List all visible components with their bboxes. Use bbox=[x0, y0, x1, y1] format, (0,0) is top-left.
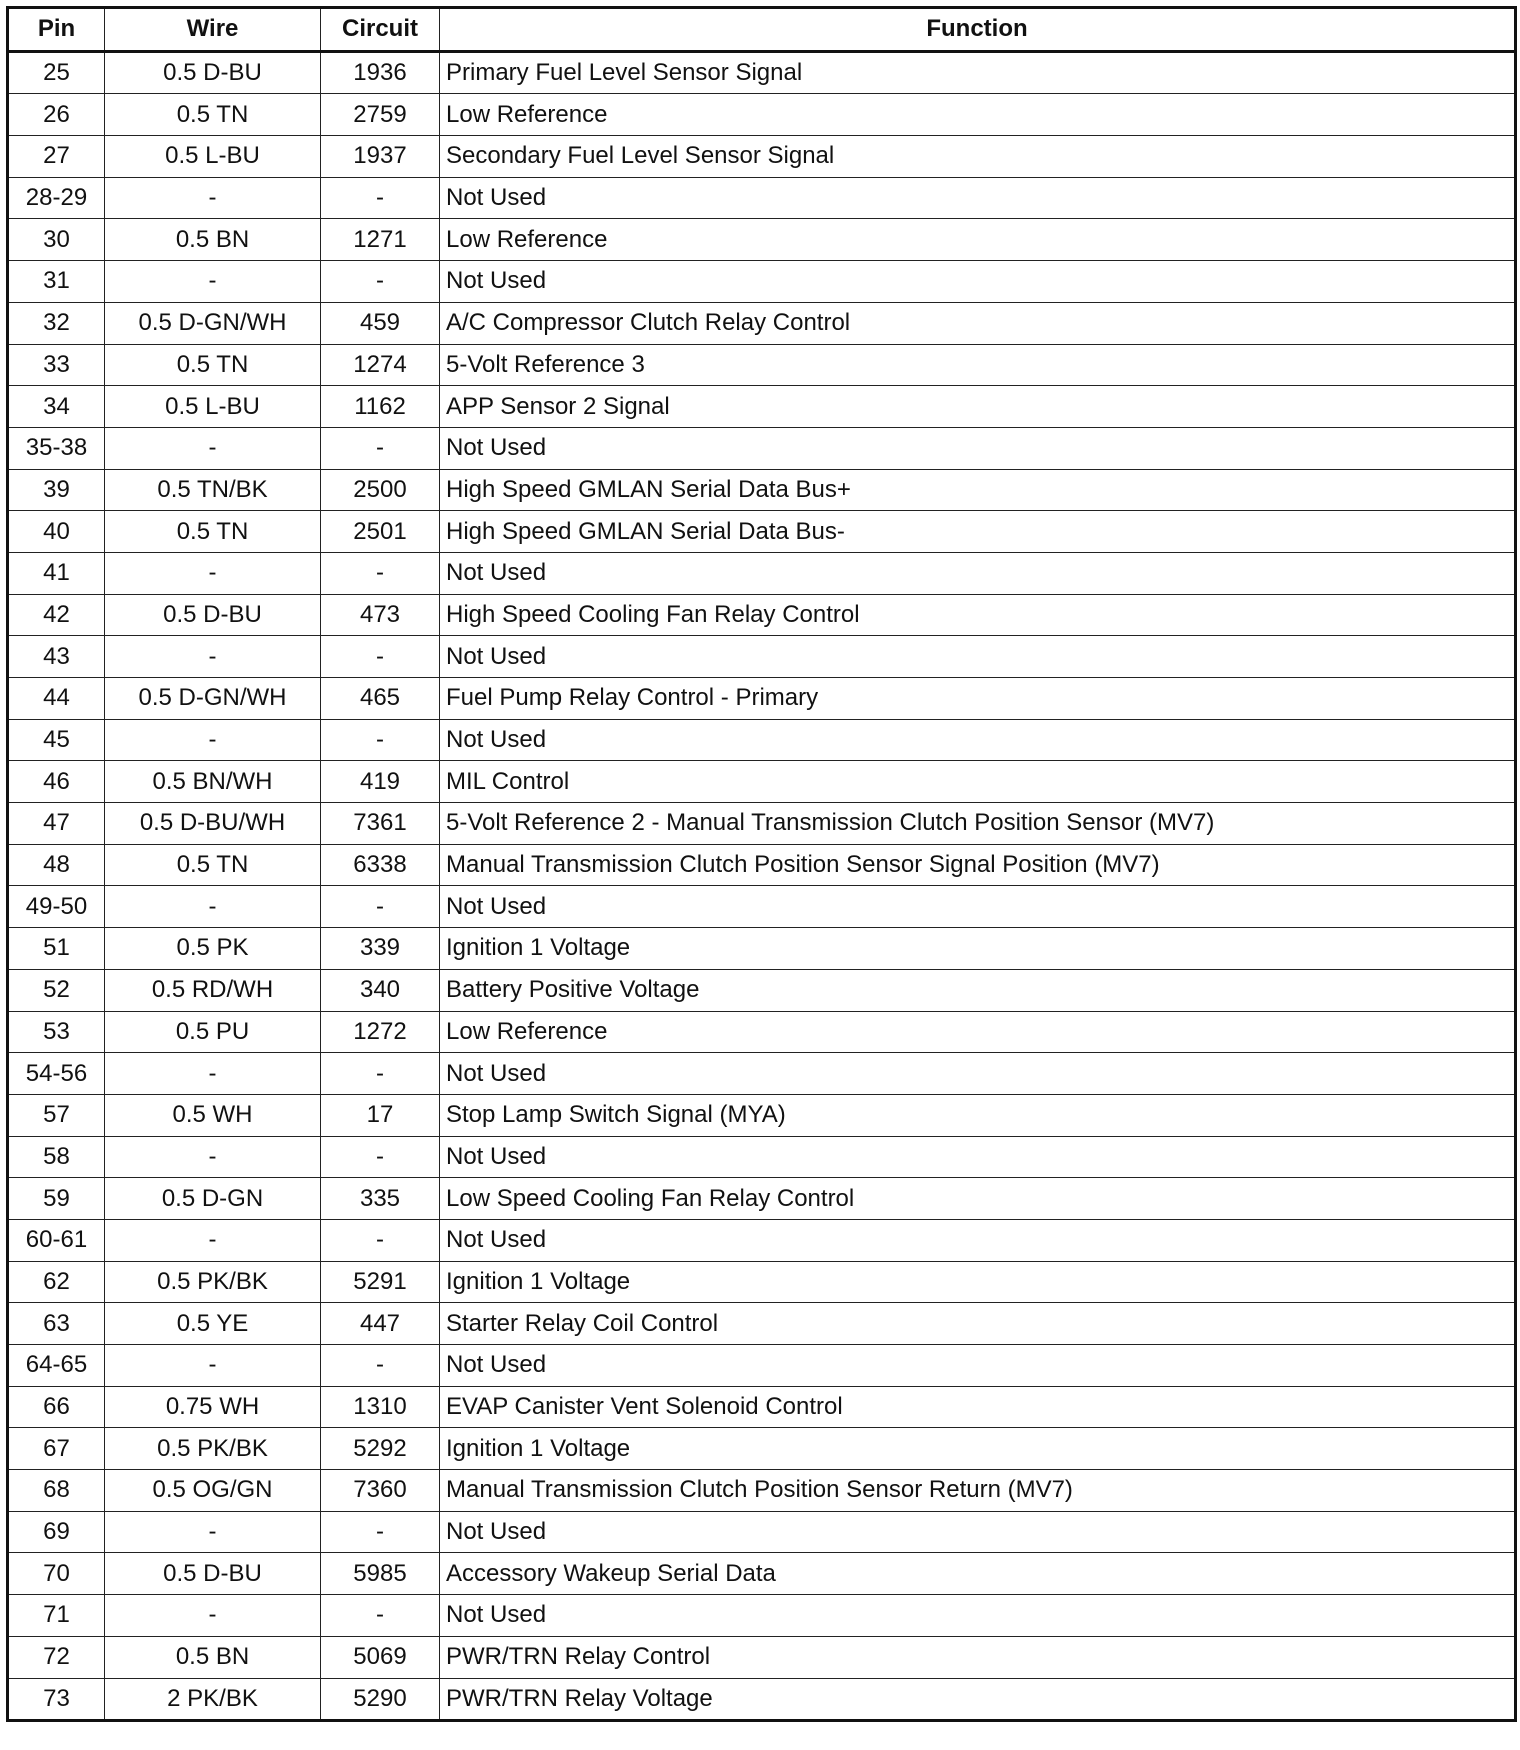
cell-function: Starter Relay Coil Control bbox=[440, 1303, 1516, 1345]
cell-wire: 0.5 YE bbox=[105, 1303, 321, 1345]
cell-circuit: 335 bbox=[321, 1178, 440, 1220]
cell-function: Not Used bbox=[440, 1595, 1516, 1637]
table-row bbox=[8, 1428, 1516, 1470]
cell-wire: 0.5 D-BU bbox=[105, 1553, 321, 1595]
cell-circuit: 1274 bbox=[321, 344, 440, 386]
cell-wire: - bbox=[105, 1053, 321, 1095]
cell-circuit: 1272 bbox=[321, 1011, 440, 1053]
cell-function: Low Reference bbox=[440, 94, 1516, 136]
cell-function: Stop Lamp Switch Signal (MYA) bbox=[440, 1094, 1516, 1136]
table-row bbox=[8, 1136, 1516, 1178]
table-row bbox=[8, 511, 1516, 553]
cell-wire: - bbox=[105, 1136, 321, 1178]
cell-circuit: - bbox=[321, 427, 440, 469]
cell-circuit: 1162 bbox=[321, 386, 440, 428]
cell-function: APP Sensor 2 Signal bbox=[440, 386, 1516, 428]
table-row bbox=[8, 1678, 1516, 1721]
cell-pin: 71 bbox=[8, 1595, 105, 1637]
cell-wire: 0.5 D-BU bbox=[105, 51, 321, 94]
cell-pin: 62 bbox=[8, 1261, 105, 1303]
cell-wire: - bbox=[105, 1345, 321, 1387]
table-row bbox=[8, 552, 1516, 594]
cell-wire: 0.5 PU bbox=[105, 1011, 321, 1053]
cell-function: Secondary Fuel Level Sensor Signal bbox=[440, 136, 1516, 178]
cell-pin: 66 bbox=[8, 1386, 105, 1428]
table-row bbox=[8, 761, 1516, 803]
cell-wire: 0.5 BN/WH bbox=[105, 761, 321, 803]
cell-pin: 32 bbox=[8, 302, 105, 344]
cell-circuit: 339 bbox=[321, 928, 440, 970]
cell-pin: 70 bbox=[8, 1553, 105, 1595]
table-row bbox=[8, 261, 1516, 303]
cell-circuit: - bbox=[321, 1511, 440, 1553]
cell-circuit: 6338 bbox=[321, 844, 440, 886]
cell-pin: 42 bbox=[8, 594, 105, 636]
cell-pin: 25 bbox=[8, 51, 105, 94]
cell-function: Not Used bbox=[440, 1345, 1516, 1387]
cell-wire: - bbox=[105, 719, 321, 761]
table-row bbox=[8, 136, 1516, 178]
cell-circuit: - bbox=[321, 1595, 440, 1637]
cell-pin: 47 bbox=[8, 803, 105, 845]
table-row bbox=[8, 1386, 1516, 1428]
cell-circuit: - bbox=[321, 552, 440, 594]
cell-function: Accessory Wakeup Serial Data bbox=[440, 1553, 1516, 1595]
table-row bbox=[8, 1636, 1516, 1678]
cell-function: High Speed GMLAN Serial Data Bus+ bbox=[440, 469, 1516, 511]
table-row bbox=[8, 94, 1516, 136]
cell-circuit: 2759 bbox=[321, 94, 440, 136]
table-row bbox=[8, 469, 1516, 511]
cell-function: High Speed GMLAN Serial Data Bus- bbox=[440, 511, 1516, 553]
cell-circuit: 1310 bbox=[321, 1386, 440, 1428]
cell-circuit: 7360 bbox=[321, 1470, 440, 1512]
cell-wire: 0.75 WH bbox=[105, 1386, 321, 1428]
cell-wire: 0.5 D-GN bbox=[105, 1178, 321, 1220]
cell-circuit: 340 bbox=[321, 969, 440, 1011]
cell-wire: - bbox=[105, 261, 321, 303]
cell-pin: 60-61 bbox=[8, 1219, 105, 1261]
cell-pin: 68 bbox=[8, 1470, 105, 1512]
cell-wire: 0.5 TN bbox=[105, 511, 321, 553]
header-function: Function bbox=[440, 8, 1516, 52]
table-row bbox=[8, 219, 1516, 261]
cell-wire: 0.5 TN bbox=[105, 94, 321, 136]
cell-pin: 30 bbox=[8, 219, 105, 261]
cell-wire: 0.5 L-BU bbox=[105, 136, 321, 178]
cell-function: Not Used bbox=[440, 261, 1516, 303]
cell-circuit: 419 bbox=[321, 761, 440, 803]
table-row bbox=[8, 1511, 1516, 1553]
cell-function: Fuel Pump Relay Control - Primary bbox=[440, 678, 1516, 720]
cell-function: 5-Volt Reference 3 bbox=[440, 344, 1516, 386]
cell-function: Battery Positive Voltage bbox=[440, 969, 1516, 1011]
cell-wire: - bbox=[105, 886, 321, 928]
cell-wire: 0.5 D-GN/WH bbox=[105, 302, 321, 344]
cell-pin: 41 bbox=[8, 552, 105, 594]
cell-circuit: 2501 bbox=[321, 511, 440, 553]
cell-pin: 52 bbox=[8, 969, 105, 1011]
cell-function: Primary Fuel Level Sensor Signal bbox=[440, 51, 1516, 94]
cell-pin: 44 bbox=[8, 678, 105, 720]
table-row bbox=[8, 886, 1516, 928]
table-row bbox=[8, 928, 1516, 970]
table-row bbox=[8, 1011, 1516, 1053]
cell-wire: 0.5 PK bbox=[105, 928, 321, 970]
cell-wire: 0.5 BN bbox=[105, 1636, 321, 1678]
cell-wire: 0.5 D-BU bbox=[105, 594, 321, 636]
table-row bbox=[8, 427, 1516, 469]
cell-wire: 0.5 BN bbox=[105, 219, 321, 261]
table-header bbox=[8, 8, 1516, 52]
cell-function: Not Used bbox=[440, 552, 1516, 594]
cell-pin: 35-38 bbox=[8, 427, 105, 469]
cell-wire: - bbox=[105, 636, 321, 678]
cell-pin: 27 bbox=[8, 136, 105, 178]
cell-wire: 0.5 RD/WH bbox=[105, 969, 321, 1011]
table-row bbox=[8, 177, 1516, 219]
header-pin: Pin bbox=[8, 8, 105, 52]
cell-circuit: - bbox=[321, 177, 440, 219]
cell-function: Manual Transmission Clutch Position Sensor Signal Position (MV7) bbox=[440, 844, 1516, 886]
cell-wire: 0.5 TN bbox=[105, 344, 321, 386]
cell-pin: 73 bbox=[8, 1678, 105, 1721]
table-row bbox=[8, 1219, 1516, 1261]
cell-function: Not Used bbox=[440, 427, 1516, 469]
cell-pin: 34 bbox=[8, 386, 105, 428]
cell-wire: 0.5 D-BU/WH bbox=[105, 803, 321, 845]
cell-function: Ignition 1 Voltage bbox=[440, 928, 1516, 970]
cell-pin: 40 bbox=[8, 511, 105, 553]
cell-function: Manual Transmission Clutch Position Sensor Return (MV7) bbox=[440, 1470, 1516, 1512]
cell-wire: - bbox=[105, 427, 321, 469]
table-row bbox=[8, 1470, 1516, 1512]
table-row bbox=[8, 1053, 1516, 1095]
cell-circuit: 1937 bbox=[321, 136, 440, 178]
cell-circuit: 447 bbox=[321, 1303, 440, 1345]
cell-wire: 0.5 TN bbox=[105, 844, 321, 886]
cell-pin: 72 bbox=[8, 1636, 105, 1678]
cell-circuit: 465 bbox=[321, 678, 440, 720]
table-row bbox=[8, 1094, 1516, 1136]
cell-wire: 0.5 D-GN/WH bbox=[105, 678, 321, 720]
cell-pin: 39 bbox=[8, 469, 105, 511]
cell-function: Ignition 1 Voltage bbox=[440, 1428, 1516, 1470]
cell-pin: 69 bbox=[8, 1511, 105, 1553]
cell-pin: 33 bbox=[8, 344, 105, 386]
cell-wire: 0.5 OG/GN bbox=[105, 1470, 321, 1512]
cell-circuit: - bbox=[321, 886, 440, 928]
cell-wire: 0.5 L-BU bbox=[105, 386, 321, 428]
cell-pin: 51 bbox=[8, 928, 105, 970]
cell-circuit: 17 bbox=[321, 1094, 440, 1136]
cell-function: Not Used bbox=[440, 177, 1516, 219]
cell-pin: 63 bbox=[8, 1303, 105, 1345]
cell-circuit: 2500 bbox=[321, 469, 440, 511]
table-row bbox=[8, 1178, 1516, 1220]
header-row bbox=[8, 8, 1516, 52]
cell-circuit: - bbox=[321, 261, 440, 303]
cell-function: Not Used bbox=[440, 1053, 1516, 1095]
cell-circuit: 1936 bbox=[321, 51, 440, 94]
table-row bbox=[8, 302, 1516, 344]
cell-function: EVAP Canister Vent Solenoid Control bbox=[440, 1386, 1516, 1428]
cell-pin: 58 bbox=[8, 1136, 105, 1178]
cell-circuit: 5292 bbox=[321, 1428, 440, 1470]
cell-wire: 0.5 TN/BK bbox=[105, 469, 321, 511]
cell-wire: - bbox=[105, 1595, 321, 1637]
cell-wire: 2 PK/BK bbox=[105, 1678, 321, 1721]
cell-function: Low Speed Cooling Fan Relay Control bbox=[440, 1178, 1516, 1220]
cell-circuit: 7361 bbox=[321, 803, 440, 845]
cell-function: Low Reference bbox=[440, 1011, 1516, 1053]
table-row bbox=[8, 969, 1516, 1011]
cell-function: Not Used bbox=[440, 1136, 1516, 1178]
table-row bbox=[8, 678, 1516, 720]
cell-pin: 48 bbox=[8, 844, 105, 886]
table-row bbox=[8, 719, 1516, 761]
cell-circuit: 459 bbox=[321, 302, 440, 344]
cell-pin: 67 bbox=[8, 1428, 105, 1470]
cell-function: High Speed Cooling Fan Relay Control bbox=[440, 594, 1516, 636]
table-row bbox=[8, 386, 1516, 428]
cell-pin: 43 bbox=[8, 636, 105, 678]
cell-pin: 57 bbox=[8, 1094, 105, 1136]
cell-wire: 0.5 WH bbox=[105, 1094, 321, 1136]
cell-circuit: 5290 bbox=[321, 1678, 440, 1721]
cell-circuit: 473 bbox=[321, 594, 440, 636]
table-row bbox=[8, 636, 1516, 678]
cell-function: Not Used bbox=[440, 1511, 1516, 1553]
cell-pin: 28-29 bbox=[8, 177, 105, 219]
cell-function: A/C Compressor Clutch Relay Control bbox=[440, 302, 1516, 344]
cell-function: 5-Volt Reference 2 - Manual Transmission Clutch Position Sensor (MV7) bbox=[440, 803, 1516, 845]
cell-function: PWR/TRN Relay Voltage bbox=[440, 1678, 1516, 1721]
table-row bbox=[8, 1553, 1516, 1595]
cell-circuit: - bbox=[321, 1345, 440, 1387]
table-row bbox=[8, 844, 1516, 886]
cell-pin: 54-56 bbox=[8, 1053, 105, 1095]
cell-wire: 0.5 PK/BK bbox=[105, 1428, 321, 1470]
table-row bbox=[8, 1303, 1516, 1345]
cell-wire: - bbox=[105, 1511, 321, 1553]
table-row bbox=[8, 1261, 1516, 1303]
cell-circuit: - bbox=[321, 1219, 440, 1261]
cell-function: Not Used bbox=[440, 886, 1516, 928]
cell-pin: 45 bbox=[8, 719, 105, 761]
cell-pin: 53 bbox=[8, 1011, 105, 1053]
table-row bbox=[8, 51, 1516, 94]
header-circuit: Circuit bbox=[321, 8, 440, 52]
cell-wire: 0.5 PK/BK bbox=[105, 1261, 321, 1303]
header-wire: Wire bbox=[105, 8, 321, 52]
cell-circuit: 5291 bbox=[321, 1261, 440, 1303]
table-row bbox=[8, 1595, 1516, 1637]
table-row bbox=[8, 1345, 1516, 1387]
cell-pin: 31 bbox=[8, 261, 105, 303]
cell-pin: 26 bbox=[8, 94, 105, 136]
table-row bbox=[8, 594, 1516, 636]
cell-circuit: - bbox=[321, 636, 440, 678]
cell-wire: - bbox=[105, 1219, 321, 1261]
cell-function: MIL Control bbox=[440, 761, 1516, 803]
cell-function: Ignition 1 Voltage bbox=[440, 1261, 1516, 1303]
cell-circuit: 1271 bbox=[321, 219, 440, 261]
cell-circuit: - bbox=[321, 1136, 440, 1178]
table-row bbox=[8, 344, 1516, 386]
cell-function: Not Used bbox=[440, 719, 1516, 761]
table-row bbox=[8, 803, 1516, 845]
cell-function: Not Used bbox=[440, 1219, 1516, 1261]
cell-wire: - bbox=[105, 177, 321, 219]
cell-circuit: - bbox=[321, 719, 440, 761]
cell-wire: - bbox=[105, 552, 321, 594]
cell-function: Low Reference bbox=[440, 219, 1516, 261]
connector-pinout-table bbox=[6, 6, 1517, 1722]
cell-pin: 46 bbox=[8, 761, 105, 803]
cell-function: PWR/TRN Relay Control bbox=[440, 1636, 1516, 1678]
cell-circuit: 5985 bbox=[321, 1553, 440, 1595]
cell-pin: 49-50 bbox=[8, 886, 105, 928]
cell-pin: 59 bbox=[8, 1178, 105, 1220]
cell-circuit: 5069 bbox=[321, 1636, 440, 1678]
cell-circuit: - bbox=[321, 1053, 440, 1095]
cell-pin: 64-65 bbox=[8, 1345, 105, 1387]
table-body bbox=[8, 51, 1516, 1721]
cell-function: Not Used bbox=[440, 636, 1516, 678]
